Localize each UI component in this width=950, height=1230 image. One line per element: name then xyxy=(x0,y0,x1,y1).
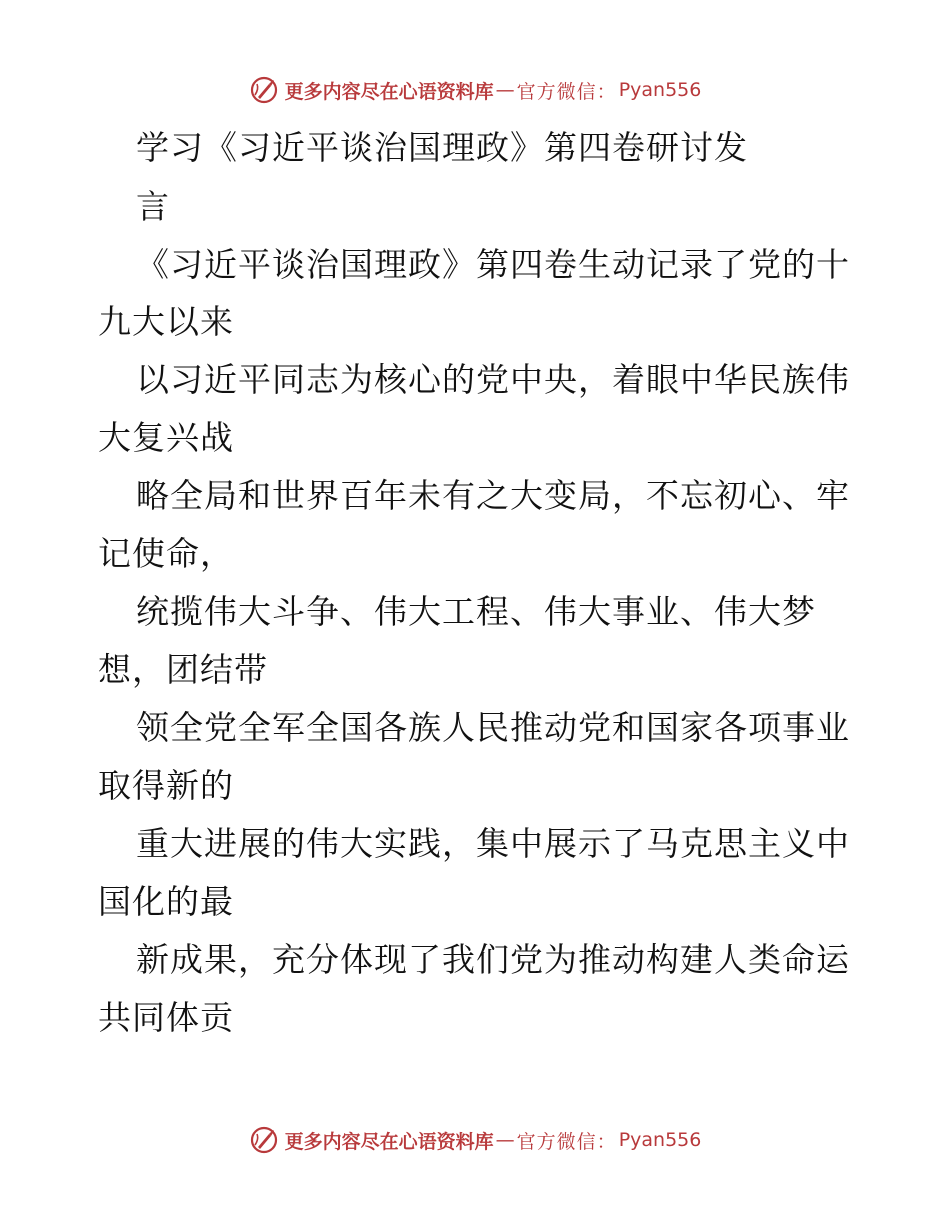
watermark-separator: — xyxy=(495,1129,515,1151)
title-line-1: 学习《习近平谈治国理政》第四卷研讨发 xyxy=(136,128,748,167)
paragraph-line: 统揽伟大斗争、伟大工程、伟大事业、伟大梦 xyxy=(136,592,816,631)
paragraph-line: 领全党全军全国各族人民推动党和国家各项事业 xyxy=(136,708,850,747)
header-watermark xyxy=(0,72,950,108)
paragraph-line: 重大进展的伟大实践，集中展示了马克思主义中 xyxy=(136,824,850,863)
paragraph-line: 略全局和世界百年未有之大变局，不忘初心、牢 xyxy=(136,476,850,515)
watermark-separator: — xyxy=(495,79,515,101)
paragraph-line: 《习近平谈治国理政》第四卷生动记录了党的十 xyxy=(136,245,850,284)
paragraph-line: 共同体贡 xyxy=(98,998,234,1037)
footer-watermark xyxy=(0,1122,950,1158)
watermark-official-label: 官方微信： xyxy=(516,80,617,103)
quill-pen-logo-icon xyxy=(249,1125,279,1155)
paragraph-line: 以习近平同志为核心的党中央，着眼中华民族伟 xyxy=(136,360,850,399)
paragraph-line: 想，团结带 xyxy=(98,650,268,689)
watermark-wechat-id: Pyan556 xyxy=(618,1129,702,1151)
watermark-brand: 更多内容尽在心语资料库 xyxy=(284,1130,494,1153)
paragraph-line: 记使命， xyxy=(98,534,234,573)
paragraph-line: 大复兴战 xyxy=(98,418,234,457)
title-line-2: 言 xyxy=(136,187,170,226)
paragraph-line: 九大以来 xyxy=(98,302,234,341)
paragraph-line: 取得新的 xyxy=(98,766,234,805)
quill-pen-logo-icon xyxy=(249,75,279,105)
watermark-wechat-id: Pyan556 xyxy=(618,79,702,101)
watermark-official-label: 官方微信： xyxy=(516,1130,617,1153)
watermark-brand: 更多内容尽在心语资料库 xyxy=(284,80,494,103)
paragraph-line: 新成果，充分体现了我们党为推动构建人类命运 xyxy=(136,940,850,979)
paragraph-line: 国化的最 xyxy=(98,882,234,921)
